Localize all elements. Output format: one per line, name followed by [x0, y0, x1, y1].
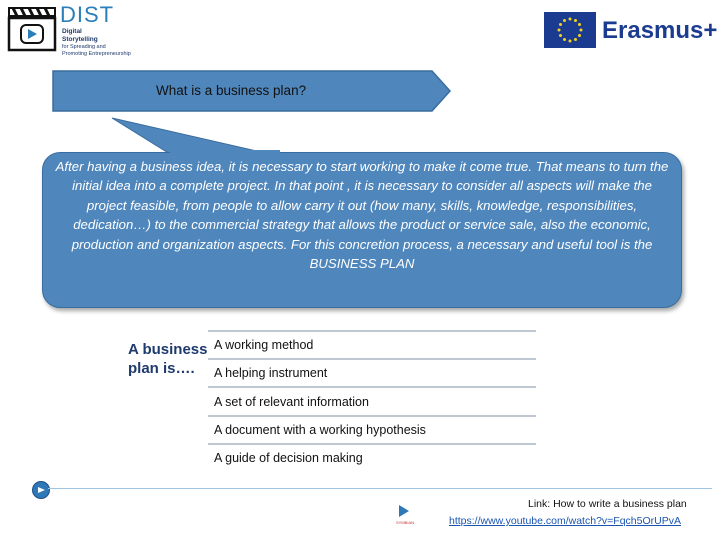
- logo-tagline: for Spreading and Promoting Entrepreneurship: [62, 44, 131, 57]
- dist-logo: [6, 2, 146, 62]
- logo-title: DIST: [60, 2, 115, 27]
- list-item: A set of relevant information: [214, 395, 369, 409]
- list-divider: [208, 330, 536, 332]
- nav-previous-button[interactable]: [32, 481, 50, 499]
- clapperboard-icon: [6, 2, 58, 54]
- play-caption: SYMBIAN: [396, 520, 415, 525]
- list-item: A helping instrument: [214, 366, 328, 380]
- list-item: A document with a working hypothesis: [214, 423, 426, 437]
- footer-divider: [48, 488, 712, 489]
- callout-seam: [170, 150, 280, 156]
- video-play-icon[interactable]: [398, 504, 410, 518]
- video-link[interactable]: https://www.youtube.com/watch?v=Fqch5OrUPvA: [449, 515, 681, 527]
- business-plan-label: A business plan is….: [128, 341, 208, 377]
- list-divider: [208, 415, 536, 417]
- list-divider: [208, 386, 536, 388]
- intro-callout: [42, 152, 682, 308]
- erasmus-wordmark: Erasmus+: [602, 17, 718, 44]
- list-item: A guide of decision making: [214, 451, 363, 465]
- intro-text: After having a business idea, it is necessary to start working to make it come true. That means to turn the initial idea into a complete project. In that point , it is necessary to consider all aspects will make the project feasible, from people to allow carry it out (how many, skills, knowledge, responsibilities, dedication…) to the commercial strategy that allows the product or service sale, also the economic, production and organization aspects. For this concretion process, a necessary and useful tool is the BUSINESS PLAN: [55, 159, 669, 272]
- erasmus-logo: [544, 12, 718, 48]
- logo-subtitle: Digital Storytelling: [62, 28, 98, 43]
- video-link-label: Link: How to write a business plan: [528, 498, 687, 510]
- question-banner: [52, 70, 452, 112]
- list-divider: [208, 358, 536, 360]
- list-item: A working method: [214, 338, 314, 352]
- eu-flag-icon: [544, 12, 596, 48]
- list-divider: [208, 443, 536, 445]
- nav-arrow-icon: [33, 482, 49, 498]
- question-title: What is a business plan?: [156, 83, 307, 98]
